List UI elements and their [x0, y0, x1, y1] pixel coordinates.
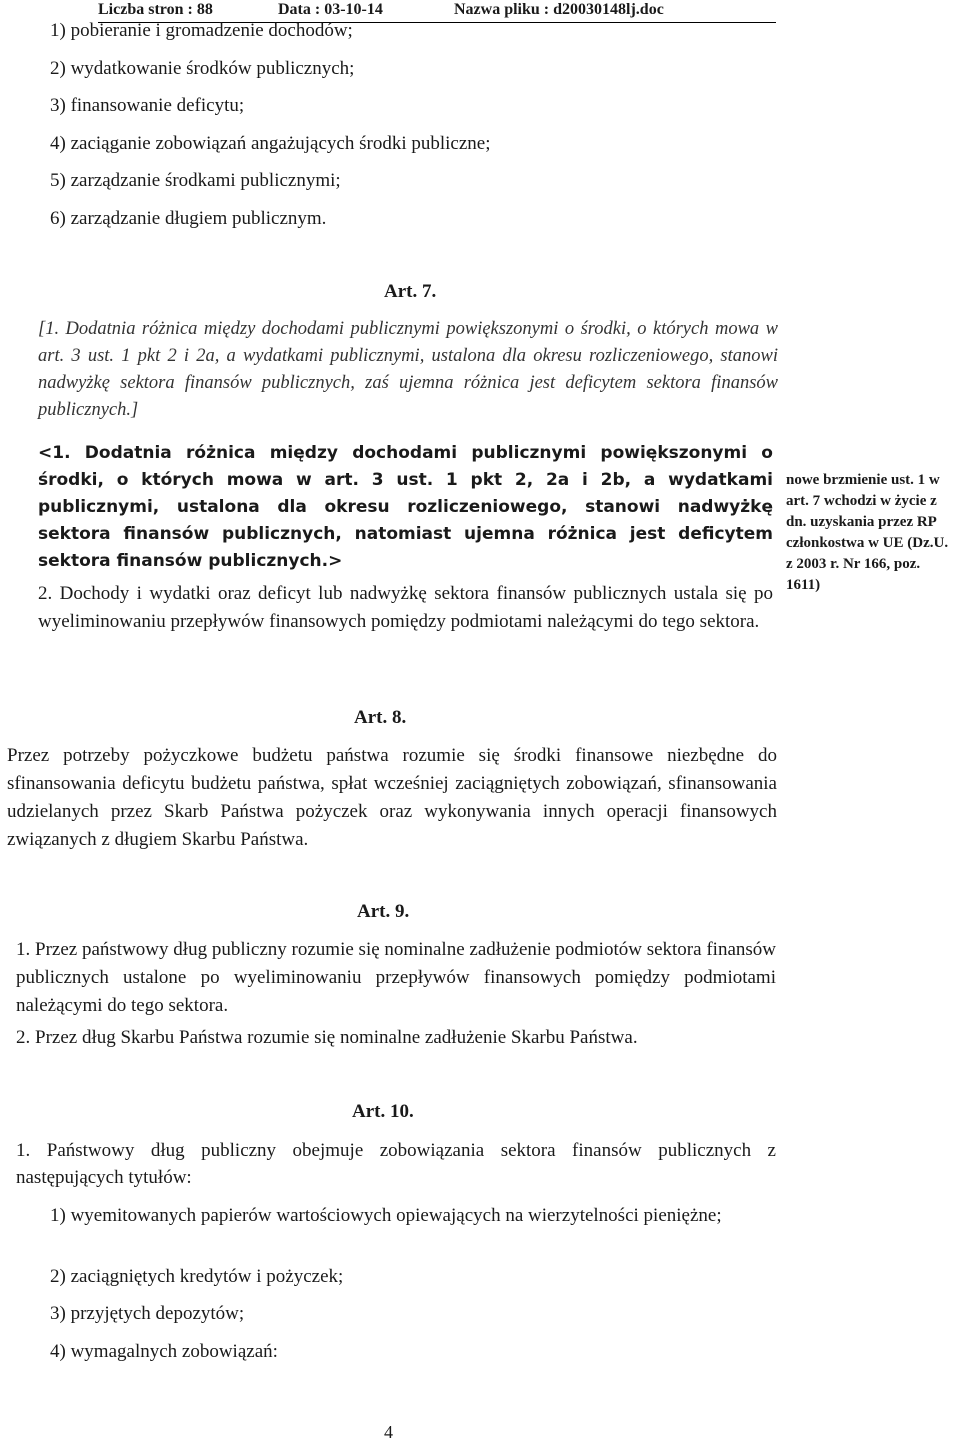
article-7-title: Art. 7.	[384, 281, 437, 302]
article-7-old-paragraph: [1. Dodatnia różnica między dochodami publicznymi powiększonymi o środki, o których mowa w art. 3 ust. 1 pkt 2 i 2a, a wydatkami publicznymi, ustalona dla okresu rozliczeniowego, stanowi nadwyżkę sektora finansów publicznych, zaś ujemna różnica jest deficytem sektora finansów publicznych.]	[38, 319, 778, 420]
amendment-note: nowe brzmienie ust. 1 w art. 7 wchodzi w życie z dn. uzyskania przez RP członkostwa w UE (Dz.U. z 2003 r. Nr 166, poz. 1611)	[786, 472, 949, 593]
article-10-paragraph-1: 1. Państwowy dług publiczny obejmuje zobowiązania sektora finansów publicznych z następujących tytułów:	[16, 1140, 776, 1188]
article-7-paragraph-2: 2. Dochody i wydatki oraz deficyt lub nadwyżkę sektora finansów publicznych ustala się po wyeliminowaniu przepływów finansowych pomiędzy podmiotami należącymi do tego sektora.	[38, 583, 773, 632]
file-name: Nazwa pliku : d20030148lj.doc	[454, 1, 664, 18]
article-8-paragraph: Przez potrzeby pożyczkowe budżetu państwa rozumie się środki finansowe niezbędne do sfinansowania deficytu budżetu państwa, spłat wcześniej zaciągniętych zobowiązań, sfinansowania udzielanych przez Skarb Państwa pożyczek oraz wykonywania innych operacji finansowych związanych z długiem Skarbu Państwa.	[7, 745, 777, 850]
article-10-item: 3) przyjętych depozytów;	[50, 1303, 245, 1324]
list-item: 5) zarządzanie środkami publicznymi;	[50, 170, 341, 191]
article-10-title: Art. 10.	[352, 1101, 414, 1122]
list-item: 6) zarządzanie długiem publicznym.	[50, 208, 327, 229]
article-9-title: Art. 9.	[357, 901, 410, 922]
list-item: 3) finansowanie deficytu;	[50, 95, 245, 116]
document-date: Data : 03-10-14	[278, 1, 383, 18]
list-item: 1) pobieranie i gromadzenie dochodów;	[50, 20, 353, 41]
list-item: 2) wydatkowanie środków publicznych;	[50, 58, 355, 79]
article-10-item: 4) wymagalnych zobowiązań:	[50, 1341, 278, 1362]
list-item: 4) zaciąganie zobowiązań angażujących środki publiczne;	[50, 133, 491, 154]
article-9-paragraph-2: 2. Przez dług Skarbu Państwa rozumie się nominalne zadłużenie Skarbu Państwa.	[16, 1027, 638, 1048]
article-9-paragraph-1: 1. Przez państwowy dług publiczny rozumie się nominalne zadłużenie podmiotów sektora finansów publicznych ustalone po wyeliminowaniu przepływów finansowych pomiędzy podmiotami należącymi do tego sektora.	[16, 939, 776, 1016]
article-10-item: 1) wyemitowanych papierów wartościowych opiewających na wierzytelności pieniężne;	[50, 1205, 722, 1226]
article-10-item: 2) zaciągniętych kredytów i pożyczek;	[50, 1266, 344, 1287]
page-count: Liczba stron : 88	[98, 1, 213, 18]
article-8-title: Art. 8.	[354, 707, 407, 728]
article-7-new-paragraph: <1. Dodatnia różnica między dochodami publicznymi powiększonymi o środki, o których mowa w art. 3 ust. 1 pkt 2, 2a i 2b, a wydatkami publicznymi, ustalona dla okresu rozliczeniowego, stanowi nadwyżkę sektora finansów publicznych, natomiast ujemna różnica jest deficytem sektora finansów publicznych.>	[38, 443, 773, 571]
page-number: 4	[384, 1422, 393, 1442]
